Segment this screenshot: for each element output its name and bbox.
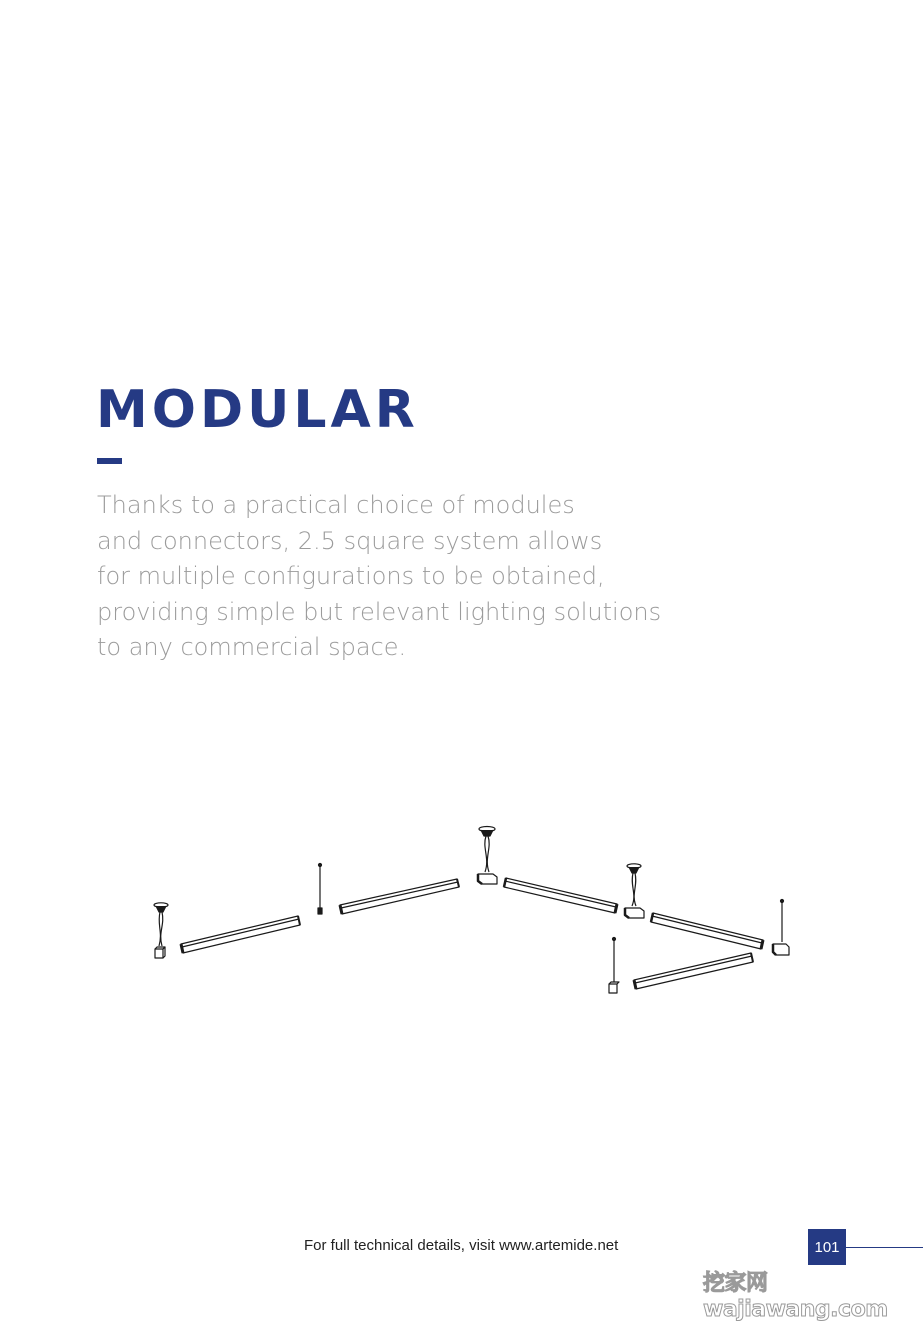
- linear-module-5: [634, 953, 753, 989]
- title-accent-bar: [97, 458, 122, 464]
- intro-line: for multiple configurations to be obtained,: [97, 562, 605, 590]
- cable-suspension-3: [609, 938, 619, 994]
- pendant-connector-center: [478, 827, 497, 885]
- page-number-rule: [846, 1247, 923, 1248]
- page-title: MODULAR: [96, 380, 419, 440]
- modular-lighting-system-diagram: [140, 820, 800, 1000]
- linear-module-3: [504, 878, 617, 913]
- pendant-connector-right: [625, 864, 644, 918]
- linear-module-4: [651, 913, 763, 949]
- linear-module-1: [181, 916, 300, 953]
- footer-technical-note: For full technical details, visit www.artemide.net: [304, 1237, 619, 1254]
- pendant-suspension-left: [154, 903, 168, 958]
- watermark-text: 挖家网 wajiawang.com: [703, 1271, 888, 1322]
- intro-line: providing simple but relevant lighting solutions: [97, 597, 662, 626]
- intro-line: to any commercial space.: [97, 633, 407, 661]
- page-number: 101: [808, 1229, 846, 1265]
- linear-module-2: [340, 879, 459, 914]
- intro-line: Thanks to a practical choice of modules: [97, 491, 575, 519]
- intro-paragraph: [97, 488, 697, 666]
- cable-suspension-1: [318, 864, 322, 915]
- cable-suspension-2: [773, 900, 789, 956]
- intro-line: and connectors, 2.5 square system allows: [97, 526, 603, 555]
